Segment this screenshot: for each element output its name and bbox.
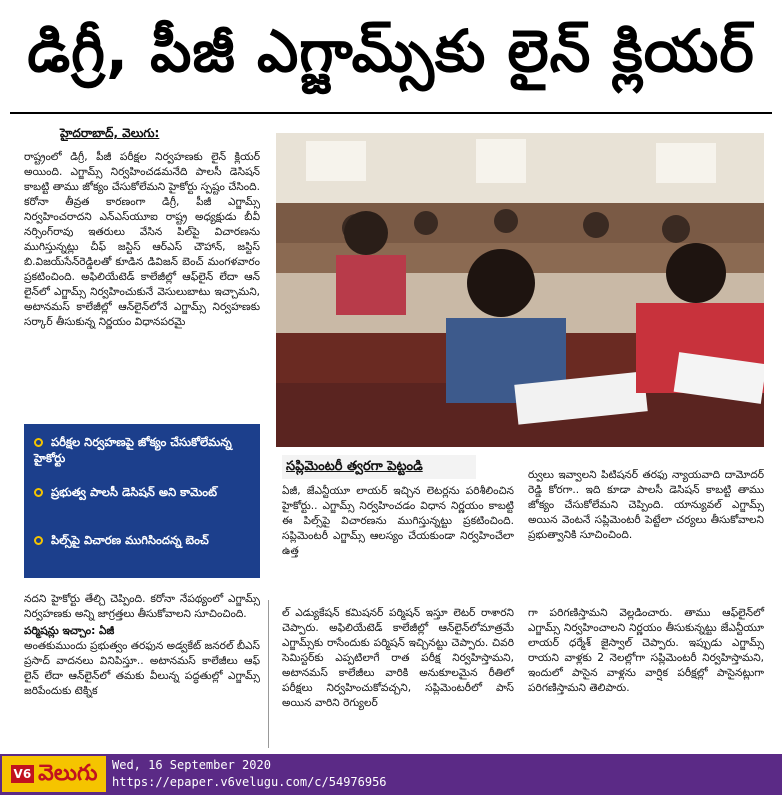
bottom-column-a <box>282 606 514 711</box>
exam-hall-illustration <box>276 133 764 447</box>
velugu-logo <box>2 756 106 792</box>
column-1-bottom <box>24 592 260 699</box>
bullet-ring-icon <box>34 536 43 545</box>
middle-column-a <box>282 484 514 559</box>
column-1-top <box>24 150 260 330</box>
highlights-box <box>24 424 260 578</box>
highlight-text: పరీక్షల నిర్వహణపై జోక్యం చేసుకోలేమన్న హైకోర్టు <box>34 435 232 465</box>
paragraph-commissioner: ల్ ఎడ్యుకేషన్ కమిషనర్ పర్మిషన్ ఇస్తూ లెటర్ రాశారని చెప్పారు. అఫిలియేటెడ్ కాలేజీల్లో ఆన్​లైన్​లోమాత్రమే ఎగ్జామ్స్​కు రాసేందుకు పర్మిషన్ ఇచ్చినట్టు చెప్పారు. చివరి సెమిస్టర్​కు ఎప్పటిలాగే రాత పరీక్ష నిర్వహిస్తామని, అటానమస్ కాలేజీలు వారికి అనుకూలమైన రీతిలో పరీక్షలు నిర్వహించుకోవచ్చని, సప్లిమెంటరీలో పాస్ అయిన వారిని రెగ్యులర్ <box>282 607 514 709</box>
highlight-text: పిల్స్​పై విచారణ ముగిసిందన్న బెంచ్ <box>51 533 209 547</box>
paragraph-conclusion: నదని హైకోర్టు తేల్చి చెప్పింది. కరోనా నేపథ్యంలో ఎగ్జామ్స్ నిర్వహణకు అన్ని జాగ్రత్తలు తీసుకోవాలని సూచించింది. <box>24 593 260 620</box>
epaper-link[interactable]: https://epaper.v6velugu.com/c/54976956 <box>112 775 387 789</box>
bullet-ring-icon <box>34 438 43 447</box>
bullet-ring-icon <box>34 488 43 497</box>
subheading-supplementary: సప్లిమెంటరీ త్వరగా పెట్టండి <box>282 455 476 479</box>
paragraph-ag: అంతకుముందు ప్రభుత్వం తరఫున అడ్వకేట్ జనరల్ బీఎస్ ప్రసాద్ వాదనలు వినిపిస్తూ.. అటానమస్ కాలేజీలు ఆఫ్​లైన్ లేదా ఆన్​లైన్​లో తమకు వీలున్న పద్ధతుల్లో ఎగ్జామ్స్ జరిపేందుకు టెక్నిక <box>24 640 260 697</box>
highlight-item <box>34 484 246 500</box>
paragraph-petitioner: ర్వులు ఇవ్వాలని పిటిషనర్ తరఫు న్యాయవాది దామోదర్​రెడ్డి కోరగా.. ఇది కూడా పాలసీ డెసిషన్ కాబట్టి తాము జోక్యం చేసుకోలేమని చెప్పింది. యాన్యువల్ ఎగ్జామ్స్ అయిన వెంటనే సప్లిమెంటరీ పెట్టేలా చర్యలు తీసుకోవాలని ప్రభుత్వానికి సూచించింది. <box>528 469 764 541</box>
v6-badge: V6 <box>11 765 35 783</box>
paragraph-jntu: గా పరిగణిస్తామని వెల్లడించారు. తాము ఆఫ్​లైన్​లో ఎగ్జామ్స్ నిర్వహించాలని నిర్ణయం తీసుకున్నట్టు జేఎన్టీయూ లాయర్ ధర్మేశ్ జైస్వాల్ చెప్పారు. ఇప్పుడు ఎగ్జామ్స్ రాయని వాళ్లకు 2 నెలల్లోగా సప్లిమెంటరీ నిర్వహిస్తామని, ఇందులో పాసైన వాళ్లను వార్షిక పరీక్షల్లో పాసైనట్లుగా పరిగణిస్తామని తెలిపారు. <box>528 607 764 694</box>
highlight-text: ప్రభుత్వ పాలసీ డెసిషన్ అని కామెంట్ <box>51 485 218 499</box>
headline: డిగ్రీ, పీజీ ఎగ్జామ్స్‌కు లైన్ క్లియర్ <box>27 16 755 85</box>
headline-rule <box>10 112 772 114</box>
highlight-item <box>34 532 246 548</box>
paragraph-hc-letters: ఏజీ, జేఎన్టీయూ లాయర్ ఇచ్చిన లెటర్లను పరిశీలించిన హైకోర్టు.. ఎగ్జామ్స్ నిర్వహించడం విధాన నిర్ణయం కాబట్టి ఈ పిల్స్​పై విచారణను ముగిస్తున్నట్టు ప్రకటించింది. సప్లిమెంటరీ ఎగ్జామ్స్ ఆలస్యం చేయకుండా నిర్వహించేలా ఉత్త <box>282 485 514 557</box>
subsection-title: పర్మిషన్లు ఇచ్చాం: ఏజీ <box>24 625 115 637</box>
edition-date: Wed, 16 September 2020 <box>112 758 271 772</box>
bottom-column-b <box>528 606 764 696</box>
paragraph-intro: రాష్ట్రంలో డిగ్రీ, పీజీ పరీక్షల నిర్వహణకు లైన్ క్లియర్ అయింది. ఎగ్జామ్స్ నిర్వహించడమనేది పాలసీ డెసిషన్ కాబట్టి తాము జోక్యం చేసుకోలేమని హైకోర్టు స్పష్టం చేసింది. కరోనా తీవ్రత కారణంగా డిగ్రీ, పీజీ ఎగ్జామ్స్ నిర్వహించరాదని ఎన్ఎస్​యూఐ రాష్ట్ర అధ్యక్షుడు బీవీ నర్సింగ్​రావు ఇతరులు వేసిన పిల్​పై విచారణను ముగిస్తున్నట్లు చీఫ్ జస్టిస్ ఆర్ఎస్ చౌహాన్, జస్టిస్ బి.విజయ్​సేన్​రెడ్డిలతో కూడిన డివిజన్ బెంచ్ మంగళవారం ప్రకటించింది. అఫిలియేటెడ్ కాలేజీల్లో ఆఫ్​లైన్ లేదా ఆన్​లైన్​లో ఎగ్జామ్స్ నిర్వహించుకునే వెసులుబాటు ఇచ్చామని, అటానమస్ కాలేజీల్లో ఆన్​లైన్​లోనే ఎగ్జామ్స్ నిర్వహణకు సర్కార్ తీసుకున్న నిర్ణయం విధానపరమై <box>24 151 260 328</box>
middle-column-b <box>528 468 764 543</box>
byline: హైదరాబాద్, వెలుగు: <box>60 126 160 140</box>
highlight-item <box>34 434 246 466</box>
students-exam-photo <box>276 133 764 447</box>
logo-text: వెలుగు <box>38 761 98 786</box>
column-divider <box>268 600 269 748</box>
